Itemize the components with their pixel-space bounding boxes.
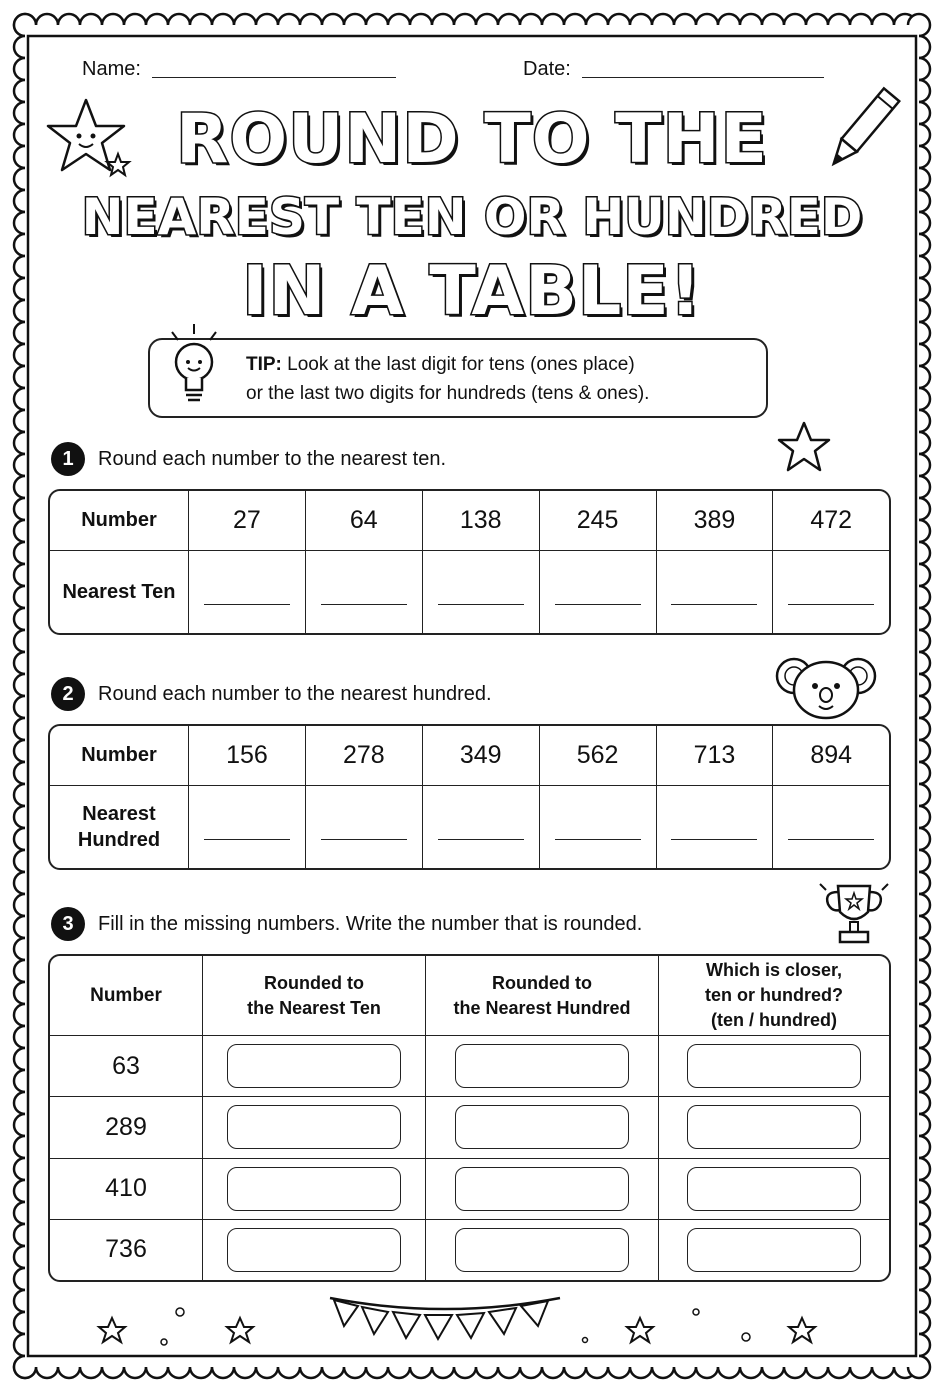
answer-cell[interactable] <box>423 551 540 633</box>
col4-line-3: (ten / hundred) <box>711 1010 837 1030</box>
section-1-instruction: Round each number to the nearest ten. <box>98 448 447 470</box>
answer-box[interactable] <box>227 1167 401 1211</box>
nearest-label: Nearest <box>82 803 156 825</box>
answer-box[interactable] <box>687 1167 861 1211</box>
answer-cell[interactable] <box>773 786 889 868</box>
section-2-instruction: Round each number to the nearest hundred. <box>98 683 492 705</box>
answer-cell[interactable] <box>306 551 423 633</box>
trophy-icon <box>812 878 896 950</box>
answer-cell[interactable] <box>659 1159 889 1220</box>
lightbulb-icon <box>164 318 224 410</box>
number-cell: 63 <box>50 1036 203 1097</box>
answer-cell[interactable] <box>189 786 306 868</box>
tip-line-1: Look at the last digit for tens (ones place) <box>287 354 635 375</box>
answer-cell[interactable] <box>423 786 540 868</box>
answer-cell[interactable] <box>540 551 657 633</box>
answer-box[interactable] <box>455 1228 629 1272</box>
star-icon <box>99 1318 125 1342</box>
col-number-header: Number <box>50 956 203 1036</box>
row-number-header: Number <box>50 491 189 551</box>
title-line-3: IN A TABLE! <box>242 252 702 331</box>
title-line-1: ROUND TO THE <box>175 100 769 179</box>
answer-box[interactable] <box>687 1105 861 1149</box>
number-cell: 713 <box>657 726 774 786</box>
answer-cell[interactable] <box>426 1220 659 1280</box>
number-cell: 278 <box>306 726 423 786</box>
answer-box[interactable] <box>455 1044 629 1088</box>
col-closer-header <box>659 956 889 1036</box>
answer-cell[interactable] <box>657 551 774 633</box>
answer-cell[interactable] <box>189 551 306 633</box>
bottom-decorations <box>90 1290 850 1350</box>
col4-line-2: ten or hundred? <box>705 985 843 1005</box>
answer-box[interactable] <box>687 1228 861 1272</box>
answer-box[interactable] <box>455 1167 629 1211</box>
answer-cell[interactable] <box>203 1159 426 1220</box>
missing-numbers-table <box>48 954 891 1282</box>
title-line-2: NEAREST TEN OR HUNDRED <box>81 188 863 246</box>
answer-cell[interactable] <box>203 1097 426 1158</box>
bunting-icon <box>330 1298 560 1339</box>
number-cell: 410 <box>50 1159 203 1220</box>
date-label: Date: <box>523 58 571 80</box>
answer-box[interactable] <box>227 1105 401 1149</box>
number-cell: 289 <box>50 1097 203 1158</box>
col-nearest-ten-header <box>203 956 426 1036</box>
col3-line-2: the Nearest Hundred <box>453 997 631 1018</box>
answer-cell[interactable] <box>203 1220 426 1280</box>
number-cell: 156 <box>189 726 306 786</box>
answer-cell[interactable] <box>426 1036 659 1097</box>
number-cell: 389 <box>657 491 774 551</box>
col-nearest-hundred-header <box>426 956 659 1036</box>
tip-text <box>246 350 649 408</box>
section-3-instruction: Fill in the missing numbers. Write the number that is rounded. <box>98 913 643 935</box>
answer-box[interactable] <box>687 1044 861 1088</box>
answer-cell[interactable] <box>657 786 774 868</box>
row-nearest-ten-header: Nearest Ten <box>50 551 189 633</box>
col4-line-1: Which is closer, <box>705 960 843 980</box>
date-line[interactable] <box>582 77 824 78</box>
number-cell: 245 <box>540 491 657 551</box>
hundred-label: Hundred <box>77 829 161 851</box>
answer-cell[interactable] <box>659 1036 889 1097</box>
answer-box[interactable] <box>455 1105 629 1149</box>
answer-cell[interactable] <box>426 1097 659 1158</box>
number-cell: 138 <box>423 491 540 551</box>
answer-cell[interactable] <box>203 1036 426 1097</box>
row-number-header: Number <box>50 726 189 786</box>
number-cell: 349 <box>423 726 540 786</box>
answer-cell[interactable] <box>426 1159 659 1220</box>
section-2-badge: 2 <box>51 677 85 711</box>
answer-box[interactable] <box>227 1044 401 1088</box>
col2-line-1: Rounded to <box>264 972 364 993</box>
number-cell: 64 <box>306 491 423 551</box>
number-cell: 472 <box>773 491 889 551</box>
number-cell: 562 <box>540 726 657 786</box>
answer-cell[interactable] <box>306 786 423 868</box>
tip-label: TIP: <box>246 354 282 375</box>
number-cell: 27 <box>189 491 306 551</box>
star-icon <box>789 1318 815 1342</box>
number-cell: 894 <box>773 726 889 786</box>
name-line[interactable] <box>152 77 396 78</box>
round-hundred-table <box>48 724 891 870</box>
answer-cell[interactable] <box>659 1097 889 1158</box>
answer-cell[interactable] <box>540 786 657 868</box>
pencil-icon <box>822 80 902 180</box>
star-face-icon <box>44 92 134 182</box>
answer-box[interactable] <box>227 1228 401 1272</box>
star-icon <box>627 1318 653 1342</box>
answer-cell[interactable] <box>659 1220 889 1280</box>
answer-cell[interactable] <box>773 551 889 633</box>
col2-line-2: the Nearest Ten <box>247 997 381 1018</box>
col3-line-1: Rounded to <box>492 972 592 993</box>
round-ten-table <box>48 489 891 635</box>
row-nearest-hundred-header <box>50 786 189 868</box>
star-icon <box>776 420 832 474</box>
section-3-badge: 3 <box>51 907 85 941</box>
star-icon <box>227 1318 253 1342</box>
koala-icon <box>774 650 878 722</box>
tip-line-2: or the last two digits for hundreds (tens & ones). <box>246 383 650 404</box>
section-1-badge: 1 <box>51 442 85 476</box>
number-cell: 736 <box>50 1220 203 1280</box>
name-label: Name: <box>82 58 141 80</box>
